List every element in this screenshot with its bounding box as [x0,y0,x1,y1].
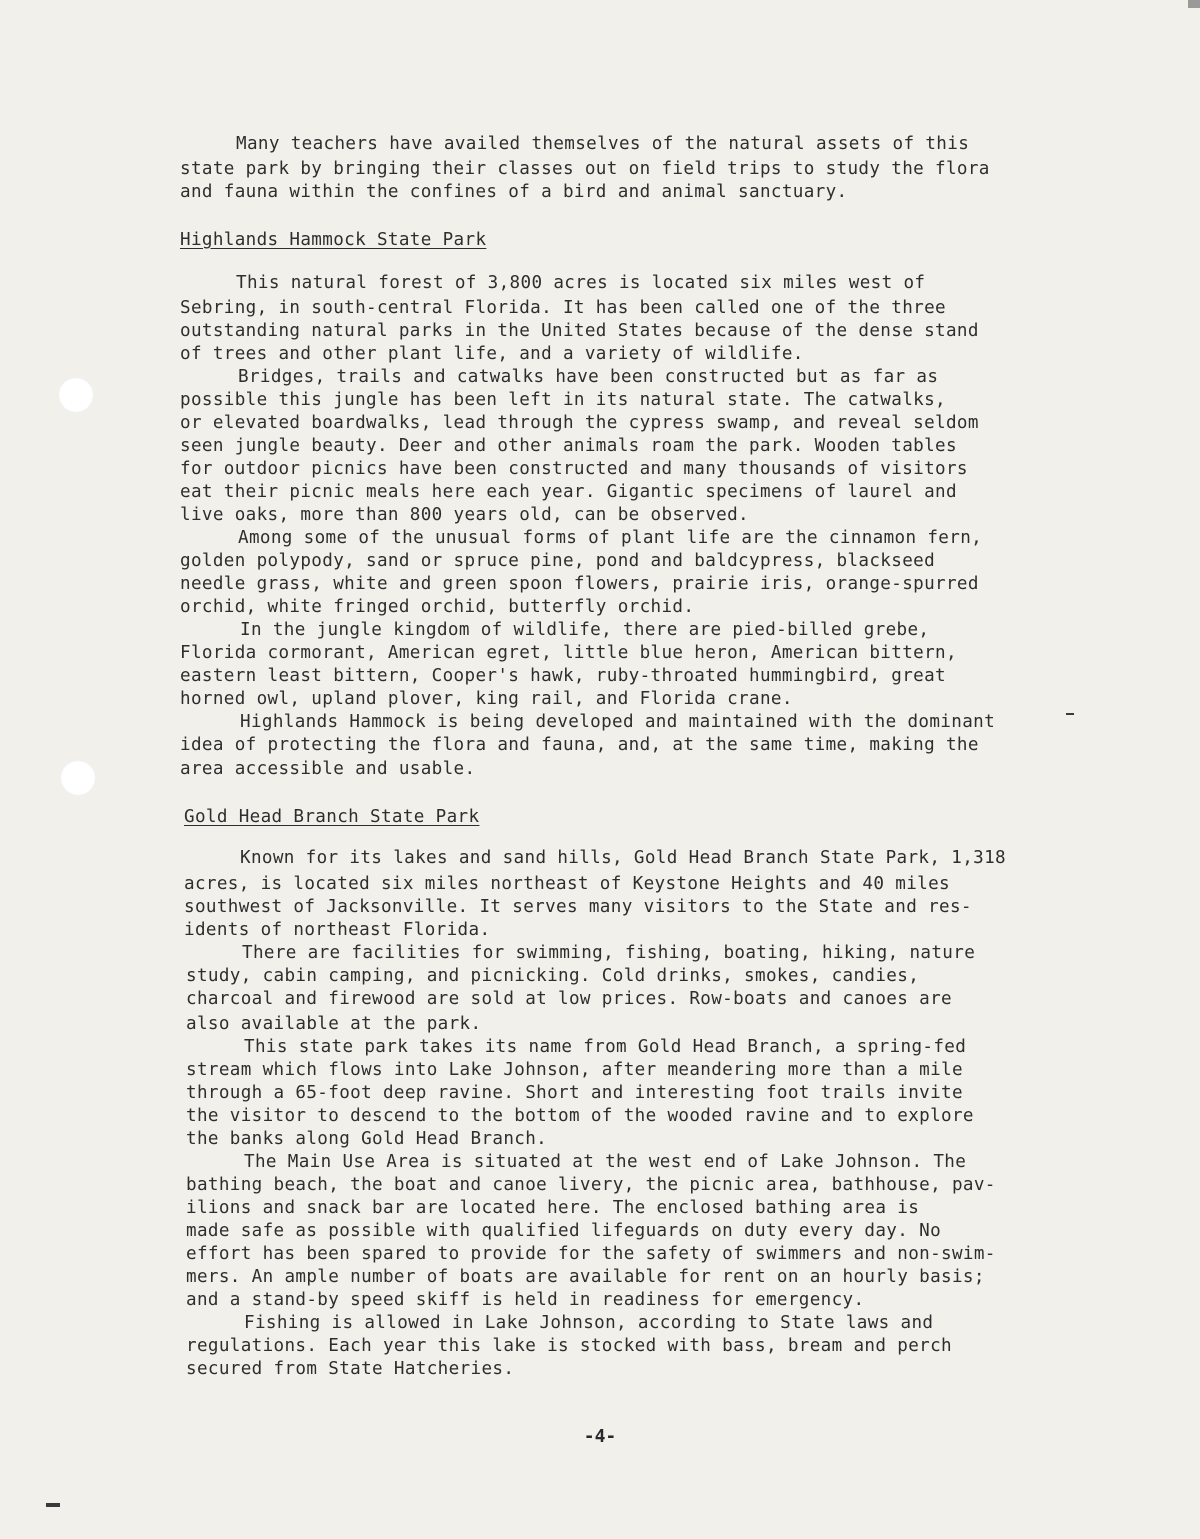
highlands-line-15: orchid, white fringed orchid, butterfly orchid. [180,597,695,617]
goldhead-line-13: the banks along Gold Head Branch. [186,1129,548,1149]
highlands-line-19: horned owl, upland plover, king rail, and Florida crane. [180,689,793,709]
goldhead-line-21: Fishing is allowed in Lake Johnson, according to State laws and [244,1313,934,1333]
goldhead-line-14: The Main Use Area is situated at the west end of Lake Johnson. The [244,1152,967,1172]
goldhead-line-9: This state park takes its name from Gold Head Branch, a spring-fed [244,1037,967,1057]
section-heading-highlands-hammock: Highlands Hammock State Park [180,230,487,250]
goldhead-line-4: idents of northeast Florida. [184,920,491,940]
section-heading-gold-head-branch: Gold Head Branch State Park [184,807,480,827]
highlands-line-21: idea of protecting the flora and fauna, and, at the same time, making the [180,735,979,755]
highlands-line-20: Highlands Hammock is being developed and maintained with the dominant [240,712,996,732]
highlands-line-13: golden polypody, sand or spruce pine, pond and baldcypress, blackseed [180,551,936,571]
goldhead-line-2: acres, is located six miles northeast of Keystone Heights and 40 miles [184,874,950,894]
page-number: -4- [583,1426,617,1447]
goldhead-line-6: study, cabin camping, and picnicking. Cold drinks, smokes, candies, [186,966,920,986]
highlands-line-14: needle grass, white and green spoon flowers, prairie iris, orange-spurred [180,574,979,594]
edge-mark-right [1066,713,1074,715]
goldhead-line-8: also available at the park. [186,1014,482,1034]
goldhead-line-23: secured from State Hatcheries. [186,1359,515,1379]
highlands-line-2: Sebring, in south-central Florida. It has been called one of the three [180,298,946,318]
goldhead-line-10: stream which flows into Lake Johnson, after meandering more than a mile [186,1060,963,1080]
goldhead-line-19: mers. An ample number of boats are available for rent on an hourly basis; [186,1267,985,1287]
goldhead-line-15: bathing beach, the boat and canoe livery, the picnic area, bathhouse, pav- [186,1175,996,1195]
goldhead-line-18: effort has been spared to provide for the safety of swimmers and non-swim- [186,1244,996,1264]
intro-line-3: and fauna within the confines of a bird and animal sanctuary. [180,182,848,202]
highlands-line-4: of trees and other plant life, and a variety of wildlife. [180,344,804,364]
highlands-line-18: eastern least bittern, Cooper's hawk, ruby-throated hummingbird, great [180,666,946,686]
highlands-line-16: In the jungle kingdom of wildlife, there are pied-billed grebe, [240,620,930,640]
highlands-line-6: possible this jungle has been left in its natural state. The catwalks, [180,390,946,410]
highlands-line-22: area accessible and usable. [180,759,476,779]
highlands-line-7: or elevated boardwalks, lead through the cypress swamp, and reveal seldom [180,413,979,433]
punch-hole-top [58,377,94,413]
goldhead-line-3: southwest of Jacksonville. It serves many visitors to the State and res- [184,897,972,917]
intro-line-1: Many teachers have availed themselves of the natural assets of this [236,134,970,154]
highlands-line-1: This natural forest of 3,800 acres is located six miles west of [236,273,926,293]
highlands-line-3: outstanding natural parks in the United States because of the dense stand [180,321,979,341]
goldhead-line-12: the visitor to descend to the bottom of the wooded ravine and to explore [186,1106,974,1126]
edge-mark-bottom-left [46,1503,60,1507]
goldhead-line-1: Known for its lakes and sand hills, Gold Head Branch State Park, 1,318 [240,848,1006,868]
intro-line-2: state park by bringing their classes out on field trips to study the flora [180,159,990,179]
highlands-line-8: seen jungle beauty. Deer and other animals roam the park. Wooden tables [180,436,957,456]
punch-hole-bottom [60,760,96,796]
goldhead-line-16: ilions and snack bar are located here. The enclosed bathing area is [186,1198,920,1218]
edge-mark-top-right [1188,0,1200,8]
highlands-line-17: Florida cormorant, American egret, little blue heron, American bittern, [180,643,957,663]
goldhead-line-11: through a 65-foot deep ravine. Short and interesting foot trails invite [186,1083,963,1103]
goldhead-line-7: charcoal and firewood are sold at low prices. Row-boats and canoes are [186,989,952,1009]
goldhead-line-17: made safe as possible with qualified lifeguards on duty every day. No [186,1221,942,1241]
goldhead-line-20: and a stand-by speed skiff is held in readiness for emergency. [186,1290,865,1310]
highlands-line-12: Among some of the unusual forms of plant life are the cinnamon fern, [238,528,983,548]
highlands-line-9: for outdoor picnics have been constructed and many thousands of visitors [180,459,968,479]
goldhead-line-22: regulations. Each year this lake is stocked with bass, bream and perch [186,1336,952,1356]
highlands-line-10: eat their picnic meals here each year. Gigantic specimens of laurel and [180,482,957,502]
highlands-line-11: live oaks, more than 800 years old, can be observed. [180,505,750,525]
goldhead-line-5: There are facilities for swimming, fishing, boating, hiking, nature [242,943,976,963]
highlands-line-5: Bridges, trails and catwalks have been constructed but as far as [238,367,939,387]
